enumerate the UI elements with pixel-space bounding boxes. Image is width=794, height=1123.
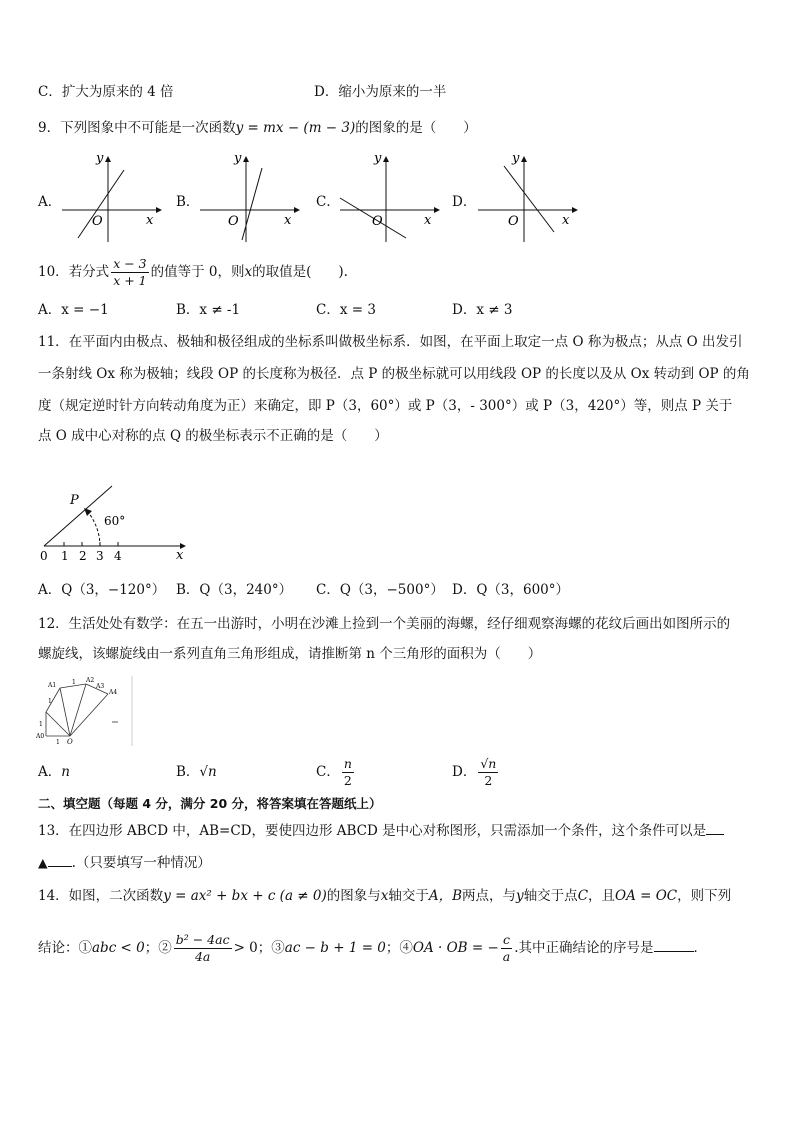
label-1a: 1 xyxy=(39,721,43,728)
q10-option-a: A．x = −1 xyxy=(38,302,109,318)
q9-stem: 9．下列图象中不可能是一次函数y = mx − (m − 3)的图象的是（ ） xyxy=(38,120,477,136)
label-a4: A4 xyxy=(109,689,118,696)
q12-option-c: C． $\frac{n}{2}$ xyxy=(316,756,352,788)
label-1b: 1 xyxy=(48,698,52,705)
origin-label: O xyxy=(372,214,383,229)
angle-label: 60° xyxy=(104,514,126,528)
label-o: O xyxy=(67,738,73,746)
q11-option-d: D．Q（3，600°） xyxy=(452,582,569,598)
q9-option-d-label: D． xyxy=(452,194,477,210)
label-a1: A1 xyxy=(48,682,57,689)
label-a2: A2 xyxy=(86,677,95,684)
origin-label: O xyxy=(228,214,239,229)
q9-option-a-label: A． xyxy=(38,194,62,210)
q10-stem: 10．若分式 $\frac{x - 3}{x + 1}$ 的值等于 0，则x的取值是( ). xyxy=(38,256,348,288)
q12-line-1: 12．生活处处有数学：在五一出游时，小明在沙滩上捡到一个美丽的海螺，经仔细观察海螺的花纹后画出如图所示的 xyxy=(38,616,731,632)
q11-option-a: A．Q（3，−120°） xyxy=(38,582,166,598)
q10-option-d: D．x ≠ 3 xyxy=(452,302,513,318)
q9-option-b-label: B． xyxy=(176,194,200,210)
section-2-title: 二、填空题（每题 4 分，满分 20 分，将答案填在答题纸上） xyxy=(38,796,382,811)
x-axis-label: x xyxy=(146,213,154,228)
q13-mark: ▲ xyxy=(38,855,48,870)
origin-label: O xyxy=(92,214,103,229)
q10-option-c: C．x = 3 xyxy=(316,302,376,318)
origin-label: O xyxy=(508,214,519,229)
q11-line-3: 度（规定逆时针方向转动角度为正）来确定，即 P（3，60°）或 P（3，- 300°）或 P（3，420°）等，则点 P 关于 xyxy=(38,398,733,414)
q11-line-1: 11．在平面内由极点、极轴和极径组成的坐标系叫做极坐标系．如图，在平面上取定一点 O 称为极点；从点 O 出发引 xyxy=(38,334,743,350)
q14-line-2: 结论：①abc < 0；② $\frac{\text{b² − 4ac}}{4a}$ > 0；③ac − b + 1 = 0；④OA · OB = − $\frac{c}{a}$ .其中正确结论的序号是 ． xyxy=(38,932,708,964)
q8-option-c: C．扩大为原来的 4 倍 xyxy=(38,84,174,100)
q9-graph-d xyxy=(474,150,578,246)
q12-spiral-figure xyxy=(36,674,136,746)
x-axis-label: x xyxy=(562,213,570,228)
x-axis-label: x xyxy=(424,213,432,228)
tick-1: 1 xyxy=(61,549,69,563)
q11-option-c: C．Q（3，−500°） xyxy=(316,582,444,598)
q14-line-1: 14．如图，二次函数y = ax² + bx + c (a ≠ 0)的图象与x轴交于A，B两点，与y轴交于点C，且OA = OC，则下列 xyxy=(38,888,732,904)
y-axis-label: y xyxy=(374,151,382,166)
q12-option-a: A．n xyxy=(38,764,70,780)
label-a0: A0 xyxy=(36,733,45,740)
q11-line-4: 点 O 成中心对称的点 Q 的极坐标表示不正确的是（ ） xyxy=(38,428,388,444)
tick-3: 3 xyxy=(96,549,104,563)
y-axis-label: y xyxy=(96,151,104,166)
y-axis-label: y xyxy=(512,151,520,166)
q13-line-1: 13．在四边形 ABCD 中，AB=CD，要使四边形 ABCD 是中心对称图形，只需添加一个条件，这个条件可以是 xyxy=(38,820,724,841)
q13-answer-blank xyxy=(706,820,724,835)
q12-line-2: 螺旋线，该螺旋线由一系列直角三角形组成，请推断第 n 个三角形的面积为（ ） xyxy=(38,646,542,662)
label-a3: A3 xyxy=(96,683,105,690)
q12-option-b: B．√n xyxy=(176,764,217,780)
q11-line-2: 一条射线 Ox 称为极轴；线段 OP 的长度称为极径．点 P 的极坐标就可以用线段 OP 的长度以及从 Ox 转动到 OP 的角 xyxy=(38,366,750,382)
q11-polar-figure xyxy=(34,482,194,564)
label-1c: 1 xyxy=(72,679,76,686)
q13-line-2: ▲ .（只要填写一种情况） xyxy=(38,852,211,873)
tick-4: 4 xyxy=(114,549,122,563)
tick-0: 0 xyxy=(40,549,48,563)
q9-option-c-label: C． xyxy=(316,194,340,210)
point-p-label: P xyxy=(70,493,79,508)
q10-option-b: B．x ≠ -1 xyxy=(176,302,241,318)
q9-graph-a xyxy=(58,150,162,246)
q9-graph-b xyxy=(196,150,300,246)
q12-option-d: D． $\frac{√n}{2}$ xyxy=(452,756,497,788)
x-axis-label: x xyxy=(284,213,292,228)
label-1d: 1 xyxy=(56,739,60,746)
y-axis-label: y xyxy=(234,151,242,166)
q11-option-b: B．Q（3，240°） xyxy=(176,582,293,598)
q8-option-d: D．缩小为原来的一半 xyxy=(314,84,447,100)
tick-2: 2 xyxy=(79,549,87,563)
q14-answer-blank xyxy=(654,937,694,952)
q10-fraction: $\frac{x - 3}{x + 1}$ xyxy=(113,256,147,288)
q9-graph-c xyxy=(336,150,440,246)
polar-axis-label: x xyxy=(176,548,184,563)
